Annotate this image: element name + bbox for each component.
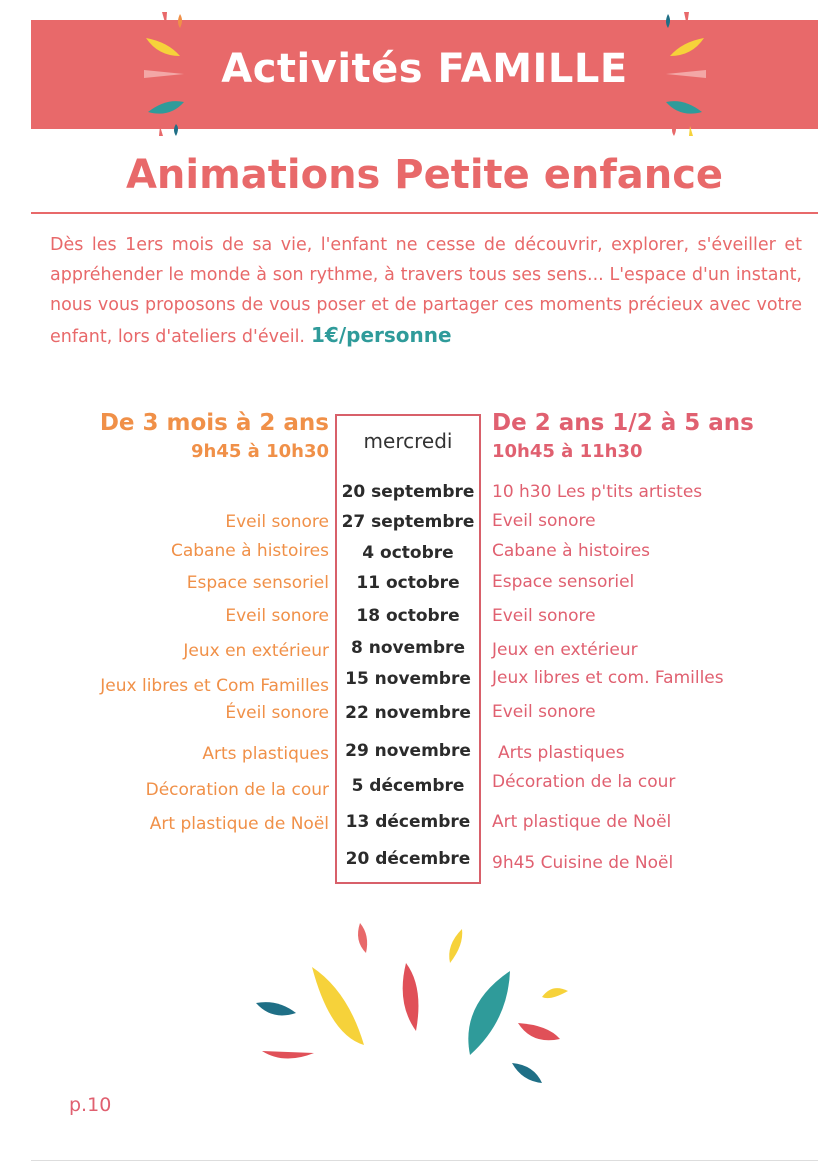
right-activity: Espace sensoriel bbox=[492, 572, 635, 592]
section-title: Animations Petite enfance bbox=[125, 152, 724, 198]
right-activity: Jeux en extérieur bbox=[492, 640, 638, 660]
left-activity: Jeux libres et Com Familles bbox=[100, 676, 329, 696]
right-activity: Eveil sonore bbox=[492, 702, 596, 722]
date-cell: 20 septembre bbox=[341, 482, 475, 502]
left-activity: Eveil sonore bbox=[225, 512, 329, 532]
right-activity: 10 h30 Les p'tits artistes bbox=[492, 482, 703, 502]
date-cell: 22 novembre bbox=[345, 703, 471, 723]
right-activity: Eveil sonore bbox=[492, 511, 596, 531]
right-activity: Art plastique de Noël bbox=[492, 812, 672, 832]
left-activity: Éveil sonore bbox=[225, 703, 329, 723]
header-title: Activités FAMILLE bbox=[221, 46, 628, 92]
right-activity: Cabane à histoires bbox=[492, 541, 651, 561]
date-cell: 18 octobre bbox=[356, 606, 460, 626]
left-activity: Cabane à histoires bbox=[170, 541, 329, 561]
page-number: p.10 bbox=[69, 1094, 112, 1116]
intro-paragraph bbox=[50, 230, 802, 352]
left-group-time: 9h45 à 10h30 bbox=[191, 441, 329, 462]
date-cell: 4 octobre bbox=[362, 543, 454, 563]
confetti-right-icon bbox=[640, 8, 710, 138]
left-activity: Décoration de la cour bbox=[145, 780, 329, 800]
right-activity: Jeux libres et com. Familles bbox=[492, 668, 724, 688]
right-group-age: De 2 ans 1/2 à 5 ans bbox=[492, 410, 754, 436]
left-activity: Arts plastiques bbox=[202, 744, 329, 764]
right-activity: Arts plastiques bbox=[498, 743, 625, 763]
intro-text: Dès les 1ers mois de sa vie, l'enfant ne cesse de découvrir, explorer, s'éveiller et appréhender le monde à son rythme, à travers tous ses sens... L'espace d'un instant, nous vous proposons de vous poser et de partager ces moments précieux avec votre enfant, lors d'ateliers d'éveil. bbox=[50, 235, 802, 347]
left-activity: Espace sensoriel bbox=[186, 573, 329, 593]
left-activity: Jeux en extérieur bbox=[183, 641, 329, 661]
right-group-time: 10h45 à 11h30 bbox=[492, 441, 643, 462]
left-group-age: De 3 mois à 2 ans bbox=[99, 410, 329, 436]
confetti-left-icon bbox=[140, 8, 210, 138]
date-cell: 5 décembre bbox=[351, 776, 465, 796]
left-activity: Art plastique de Noël bbox=[149, 814, 329, 834]
right-activity: Décoration de la cour bbox=[492, 772, 676, 792]
right-activity: 9h45 Cuisine de Noël bbox=[492, 853, 674, 873]
right-activity: Eveil sonore bbox=[492, 606, 596, 626]
date-cell: 11 octobre bbox=[356, 573, 460, 593]
price-label: 1€/personne bbox=[311, 323, 452, 347]
date-cell: 8 novembre bbox=[351, 638, 465, 658]
date-cell: 20 décembre bbox=[345, 849, 471, 869]
day-label: mercredi bbox=[363, 429, 453, 453]
left-activity: Eveil sonore bbox=[225, 606, 329, 626]
date-cell: 29 novembre bbox=[345, 741, 471, 761]
confetti-burst-icon bbox=[250, 915, 570, 1095]
date-cell: 15 novembre bbox=[345, 669, 471, 689]
section-divider bbox=[31, 212, 818, 214]
date-cell: 27 septembre bbox=[341, 512, 475, 532]
bottom-edge bbox=[31, 1160, 818, 1161]
date-cell: 13 décembre bbox=[345, 812, 471, 832]
